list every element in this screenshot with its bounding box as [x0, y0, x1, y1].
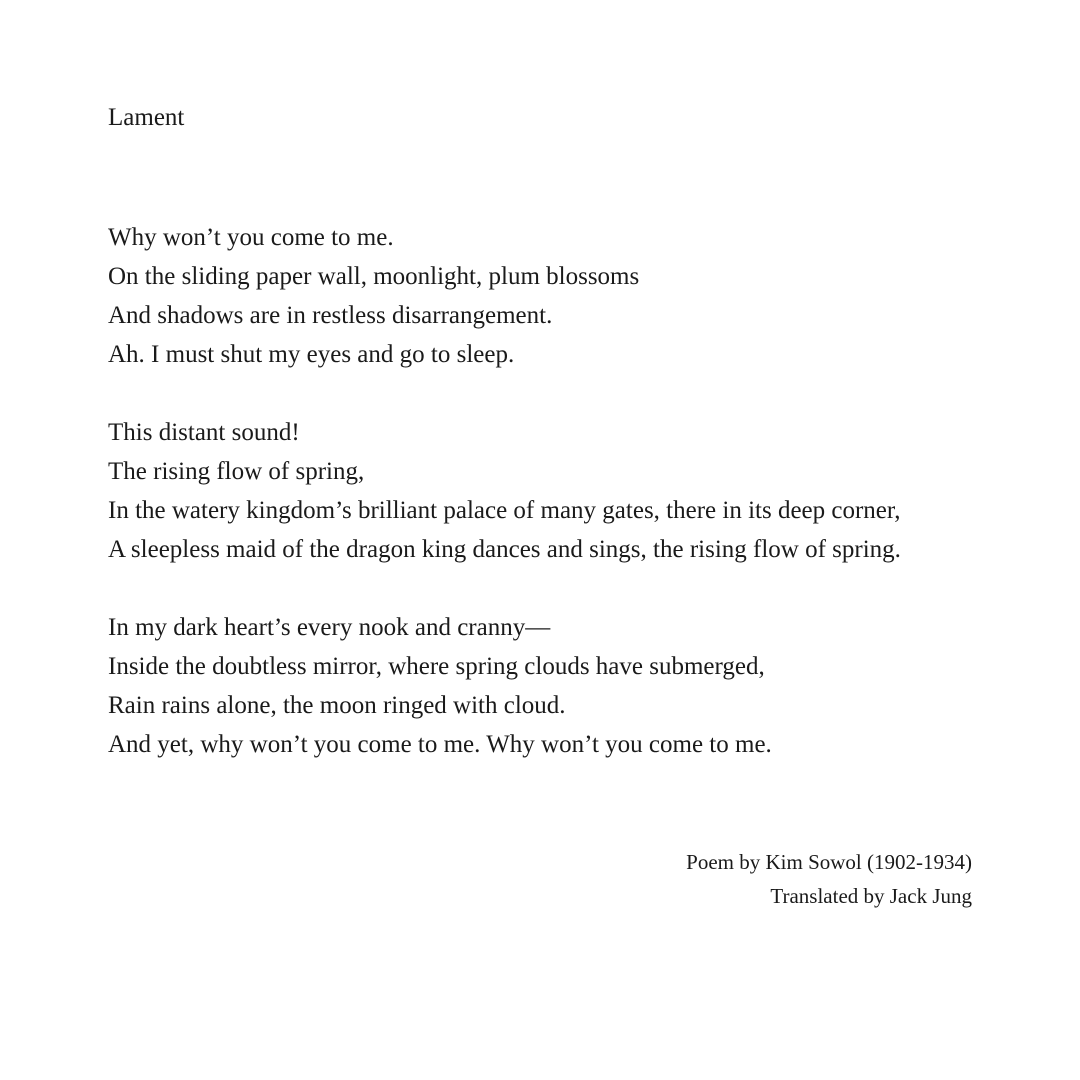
- poem-line: In my dark heart’s every nook and cranny—: [108, 614, 551, 641]
- poem-line: And yet, why won’t you come to me. Why won’t you come to me.: [108, 731, 772, 758]
- credits: [686, 845, 972, 913]
- stanza-3: [108, 608, 1008, 764]
- poem-title: Lament: [108, 104, 185, 131]
- poem-body: [108, 218, 1008, 803]
- poem-line: Why won’t you come to me.: [108, 224, 394, 251]
- poem-line: And shadows are in restless disarrangement.: [108, 302, 553, 329]
- stanza-2: [108, 413, 1008, 569]
- stanza-1: [108, 218, 1008, 374]
- author-credit: Poem by Kim Sowol (1902-1934): [686, 850, 972, 874]
- poem-line: Rain rains alone, the moon ringed with cloud.: [108, 692, 566, 719]
- poem-line: On the sliding paper wall, moonlight, plum blossoms: [108, 263, 640, 290]
- translator-credit: Translated by Jack Jung: [770, 884, 972, 908]
- poem-line: In the watery kingdom’s brilliant palace of many gates, there in its deep corner,: [108, 497, 901, 524]
- poem-line: This distant sound!: [108, 419, 300, 446]
- poem-line: Ah. I must shut my eyes and go to sleep.: [108, 341, 515, 368]
- poem-line: Inside the doubtless mirror, where spring clouds have submerged,: [108, 653, 765, 680]
- poem-line: The rising flow of spring,: [108, 458, 365, 485]
- poem-line: A sleepless maid of the dragon king dances and sings, the rising flow of spring.: [108, 536, 901, 563]
